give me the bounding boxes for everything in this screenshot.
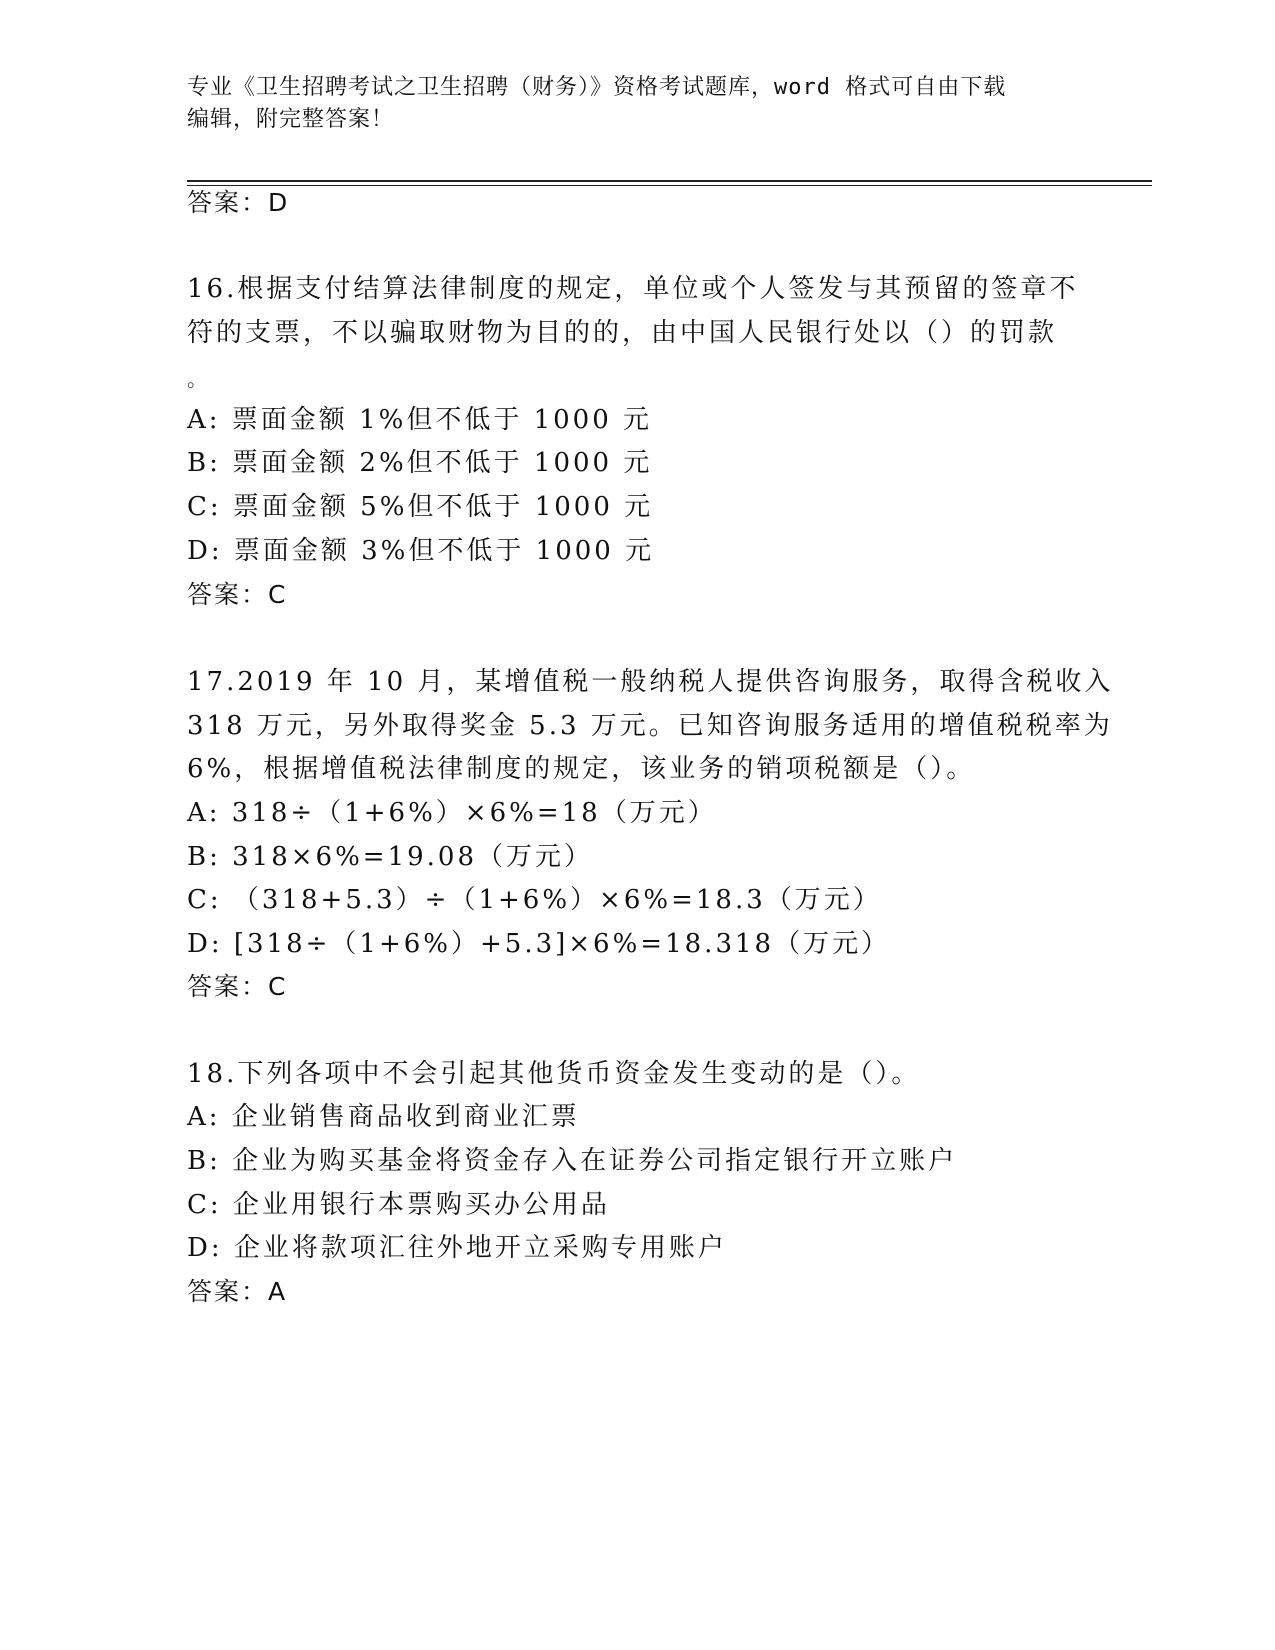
header-line-1: 专业《卫生招聘考试之卫生招聘（财务）》资格考试题库，word 格式可自由下载 [187,75,1007,100]
question-16-option-c: C: 票面金额 5%但不低于 1000 元 [187,492,654,522]
question-17-option-d: D: [318÷（1+6%）+5.3]×6%=18.318（万元） [187,929,891,959]
question-18-option-a: A: 企业销售商品收到商业汇票 [187,1102,580,1132]
question-18-option-d: D: 企业将款项汇往外地开立采购专用账户 [187,1233,727,1263]
question-17-line-3: 6%，根据增值税法律制度的规定，该业务的销项税额是（）。 [187,754,976,784]
question-17-line-1: 17.2019 年 10 月，某增值税一般纳税人提供咨询服务，取得含税收入 [187,667,1114,697]
question-17-option-b: B: 318×6%=19.08（万元） [187,842,594,872]
question-17-option-a: A: 318÷（1+6%）×6%=18（万元） [187,798,717,828]
question-18-option-c: C: 企业用银行本票购买办公用品 [187,1190,610,1220]
question-18-answer: 答案：A [187,1277,288,1306]
question-18-option-b: B: 企业为购买基金将资金存入在证券公司指定银行开立账户 [187,1146,958,1176]
question-18-line-1: 18.下列各项中不会引起其他货币资金发生变动的是（）。 [187,1059,921,1089]
question-17-line-2: 318 万元，另外取得奖金 5.3 万元。已知咨询服务适用的增值税税率为 [187,711,1113,741]
question-16-option-b: B: 票面金额 2%但不低于 1000 元 [187,448,653,478]
question-16-line-3: 。 [187,367,210,391]
header-rule-thin [187,185,1152,186]
question-17-answer: 答案：C [187,972,288,1001]
header-line-2: 编辑，附完整答案！ [187,107,395,132]
question-17-option-c: C: （318+5.3）÷（1+6%）×6%=18.3（万元） [187,885,882,915]
answer-prev: 答案：D [187,188,290,217]
document-header [187,72,1077,136]
header-rule-thick [187,180,1152,182]
question-16-line-1: 16.根据支付结算法律制度的规定，单位或个人签发与其预留的签章不 [187,274,1079,304]
question-16-option-d: D: 票面金额 3%但不低于 1000 元 [187,536,655,566]
question-16-answer: 答案：C [187,580,288,609]
question-16-line-2: 符的支票，不以骗取财物为目的的，由中国人民银行处以（）的罚款 [187,318,1058,348]
question-16-option-a: A: 票面金额 1%但不低于 1000 元 [187,405,653,435]
